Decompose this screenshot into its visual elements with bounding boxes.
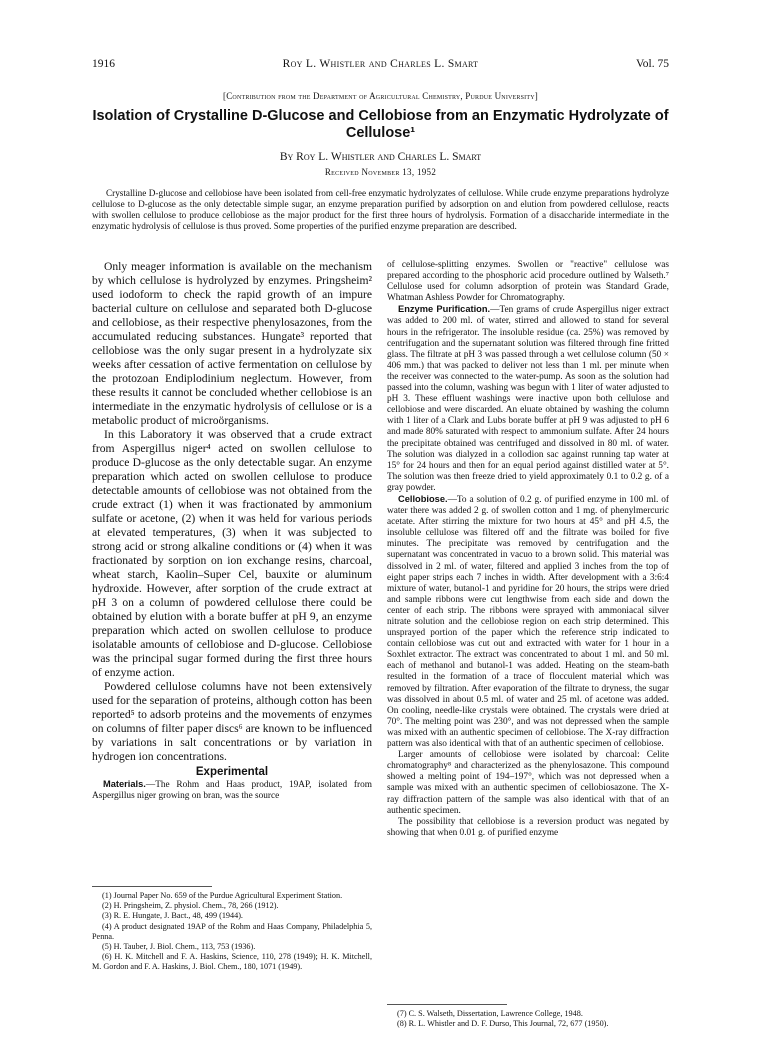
footnote-5: (5) H. Tauber, J. Biol. Chem., 113, 753 (1936).: [102, 942, 256, 952]
section-heading-experimental: Experimental: [195, 766, 269, 778]
footnote-rule: [387, 1004, 507, 1005]
running-head: [92, 58, 669, 74]
footnote-8: (8) R. L. Whistler and D. F. Durso, This Journal, 72, 677 (1950).: [397, 1019, 609, 1029]
paper-title: Isolation of Crystalline D-Glucose and Cellobiose from an Enzymatic Hydrolyzate of Cellulose¹: [92, 108, 669, 141]
left-column: [92, 260, 372, 802]
body-paragraph: Powdered cellulose columns have not been extensively used for the separation of proteins, although cotton has been reported⁵ to adsorb proteins and the movements of enzymes on columns of filter paper discs⁶ are known to be influenced by variations in salt concentrations or by variation in hydrogen ion concentrations.: [92, 680, 372, 763]
cellobiose-text: —To a solution of 0.2 g. of purified enzyme in 100 ml. of water there was added 2 g. of swollen cotton and 1 mg. of phenylmercuric acetate. After stirring the mixture for two hours at 45° and pH 4.5, the insoluble cellulose was filtered off and the filtrate was boiled for five minutes. The precipitate was removed by centrifugation and the supernatant was concentrated in vacuo to a brown solid. This material was dissolved in 2 ml. of water, filtered and applied 3 inches from the top of eight paper strips each 7 inches in width. After development with a 3:6:4 mixture of water, butanol-1 and pyridine for 20 hours, the strips were dried and sample ribbons were cut lengthwise from each side and down the center of each strip. The ribbons were sprayed with ammoniacal silver nitrate solution and the cellobiose region on each strip determined. This unsprayed portion of the paper which the reference strip indicated to contain cellobiose was cut out and extracted with water for 1 hour in a Soxhlet extractor. The extract was concentrated to about 1 ml. and 50 ml. each of methanol and butanol-1 was added. Heating on the steam-bath resulted in the formation of a trace of flocculent material which was removed by filtration. After evaporation of the filtrate to dryness, the sugar was dissolved in about 0.5 ml. of water and 25 ml. of acetone was added. On cooling, needle-like crystals were obtained. The crystals were dried at 70°. The melting point was 230°, and was not depressed when the sample was mixed with an authentic specimen of cellobiose. The X-ray diffraction pattern was also identical with that of an authentic specimen of cellobiose.: [387, 494, 669, 750]
received-date: Received November 13, 1952: [324, 167, 437, 177]
left-footnotes: [92, 882, 372, 973]
footnote-4: (4) A product designated 19AP of the Rohm and Haas Company, Philadelphia 5, Penna.: [92, 921, 372, 941]
right-column: [387, 260, 669, 839]
body-paragraph: Larger amounts of cellobiose were isolated by charcoal: Celite chromatography⁸ and characterized as the phenylosazone. This compound showed a melting point of 194–197°, which was not depressed when a sample was mixed with an authentic specimen of cellobiosazone. The X-ray diffraction pattern of the sample was also identical with that of an authentic specimen.: [387, 750, 669, 816]
materials-label: Materials.: [103, 779, 146, 789]
volume-label: Vol. 75: [635, 58, 669, 70]
cellobiose-label: Cellobiose.: [398, 493, 448, 504]
abstract: Crystalline D-glucose and cellobiose have been isolated from cell-free enzymatic hydrolyzates of cellulose. While crude enzyme preparations hydrolyze cellulose to D-glucose as the only detectable simple sugar, an enzyme preparation purified by adsorption on and elution from powdered cellulose, reacts with swollen cellulose to produce cellobiose as the major product for the first three hours of hydrolysis. Formation of a disaccharide intermediate in the enzymatic hydrolysis of cellulose is thus proved. Some properties of the purified enzyme preparation are described.: [92, 188, 669, 232]
materials-text: —The Rohm and Haas product, 19AP, isolated from Aspergillus niger growing on bran, was the source: [92, 780, 372, 802]
footnote-1: (1) Journal Paper No. 659 of the Purdue Agricultural Experiment Station.: [102, 891, 343, 900]
footnote-3: (3) R. E. Hungate, J. Bact., 48, 499 (1944).: [102, 911, 243, 921]
page-number: 1916: [92, 58, 115, 70]
footnote-2: (2) H. Pringsheim, Z. physiol. Chem., 78, 266 (1912).: [102, 901, 279, 911]
enzyme-purification-paragraph: [387, 304, 669, 494]
contribution-line: [Contribution from the Department of Agricultural Chemistry, Purdue University]: [223, 91, 538, 101]
footnote-7: (7) C. S. Walseth, Dissertation, Lawrence College, 1948.: [397, 1009, 583, 1018]
running-authors: Roy L. Whistler and Charles L. Smart: [282, 58, 479, 70]
body-paragraph: Only meager information is available on the mechanism by which cellulose is hydrolyzed by enzymes. Pringsheim² used iodoform to check the rapid growth of an impure bacterial culture on cellulose and separated both D-glucose and cellobiose, as their respective phenylosazones, from the accumulated reducing substances. Hungate³ reported that cellobiose was the only sugar present in a hydrolyzate six weeks after cessation of active fermentation on cellulose by the protozoan Endiplodinium neglectum. However, from these results it cannot be concluded whether cellobiose is an intermediate in the enzymatic hydrolysis of cellulose or is a metabolic product of microörganisms.: [92, 260, 372, 427]
enzyme-purification-text: —Ten grams of crude Aspergillus niger extract was added to 200 ml. of water, stirred and allowed to stand for several hours in the refrigerator. The insoluble residue (ca. 25%) was removed by centrifugation and the supernatant solution was filtered through fine fritted glass. The filtrate at pH 3 was passed through a wet cellulose column (50 × 406 mm.) that was packed to deliver not less than 1 ml. per minute when the receiver was connected to the water-pump. As soon as the solution had passed into the column, washing was begun with 1 liter of water adjusted to pH 3. These effluent washings were inactive upon both cellulose and cellobiose and were discarded. An eluate obtained by washing the column with 1 liter of a Clark and Lubs borate buffer at pH 9 was adjusted to pH 6 and made 80% saturated with respect to ammonium sulfate. After 24 hours the precipitate obtained was centrifuged and dissolved in 80 ml. of water. The solution was dialyzed in a collodion sac against running tap water at 15° for 24 hours and then for an equal period against distilled water at 5°. The solution was then freeze dried to yield approximately 0.1 to 0.2 g. of a gray powder.: [387, 305, 669, 493]
body-paragraph: The possibility that cellobiose is a reversion product was negated by showing that when 0.01 g. of purified enzyme: [387, 816, 669, 838]
footnote-rule: [92, 886, 212, 887]
materials-paragraph: [92, 779, 372, 802]
right-footnotes: [387, 1000, 669, 1029]
cellobiose-paragraph: [387, 494, 669, 750]
byline: By Roy L. Whistler and Charles L. Smart: [279, 151, 482, 163]
enzyme-purification-label: Enzyme Purification.: [398, 304, 491, 315]
materials-continued: of cellulose-splitting enzymes. Swollen or "reactive" cellulose was prepared according to the phosphoric acid procedure outlined by Walseth.⁷ Cellulose used for column adsorption of protein was Standard Grade, Whatman Ashless Powder for Chromatography.: [387, 260, 669, 304]
footnote-6: (6) H. K. Mitchell and F. A. Haskins, Science, 110, 278 (1949); H. K. Mitchell, M. Gordon and F. A. Haskins, J. Biol. Chem., 180, 1071 (1949).: [92, 952, 372, 972]
body-paragraph: In this Laboratory it was observed that a crude extract from Aspergillus niger⁴ acted on swollen cellulose to produce D-glucose as the only detectable sugar. An enzyme preparation which acted on swollen cellulose to produce detectable amounts of cellobiose was not obtained from the crude extract (1) when it was fractionated by ammonium sulfate or acetone, (2) when it was held for various periods at elevated temperatures, (3) when it was subjected to strong acid or strong alkaline conditions or (4) when it was fractionated by sorption on ion exchange resins, charcoal, wheat starch, Kaolin–Super Cel, bauxite or aluminum hydroxide. However, after sorption of the crude extract at pH 3 on a column of powdered cellulose there could be obtained by elution with a borate buffer at pH 9, an enzyme preparation which acted on swollen cellulose to produce isolatable amounts of cellobiose and D-glucose. Cellobiose was the principal sugar formed during the first three hours of enzyme action.: [92, 428, 372, 679]
